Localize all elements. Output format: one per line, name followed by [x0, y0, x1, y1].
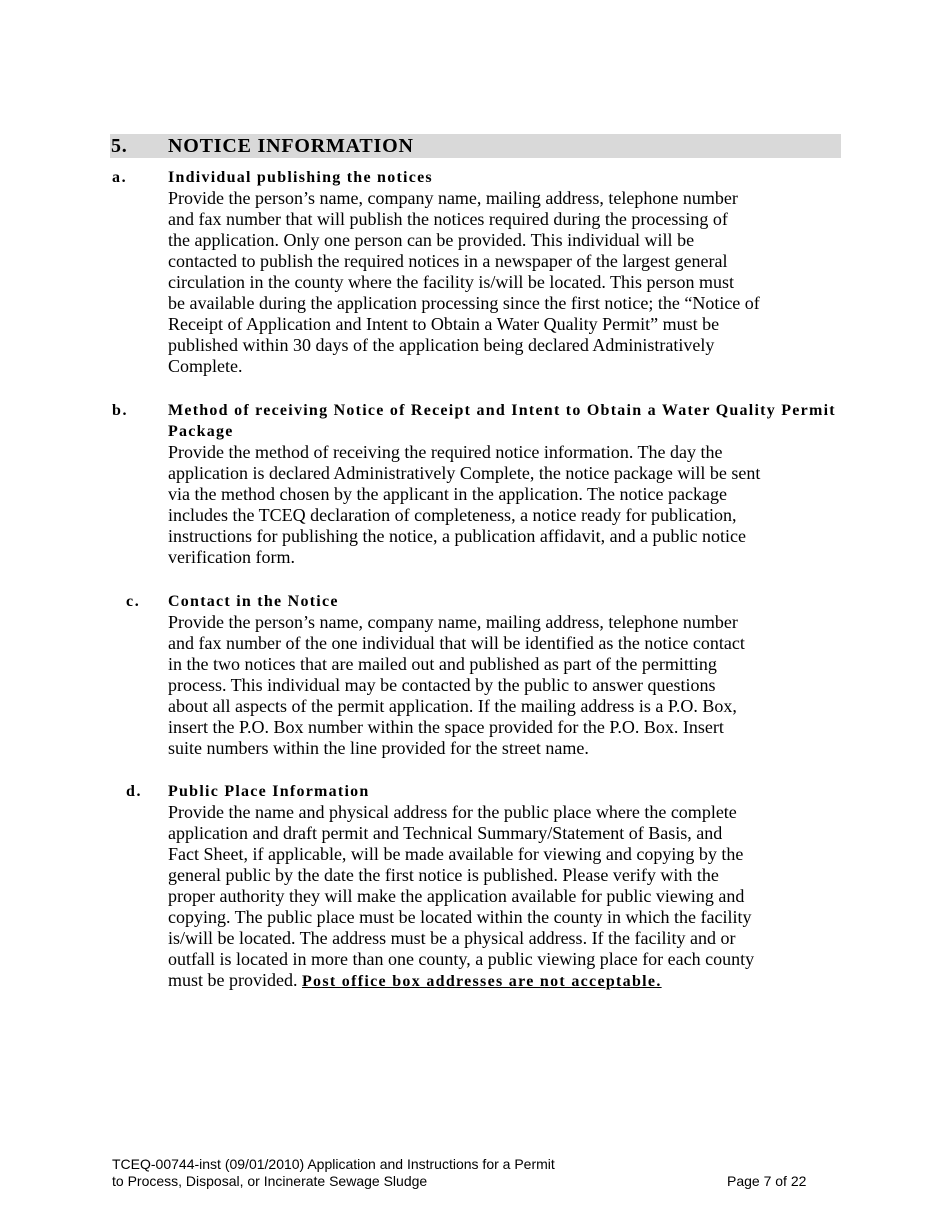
- item-d-body-text: Provide the name and physical address for the public place where the complete application and draft permit and Technical Summary/Statement of Basis, and Fact Sheet, if applicable, will be made available for viewing and copying by the general public by the date the first notice is published. Please verify with the proper authority they will make the application available for public viewing and copying. The public place must be located within the county in which the facility is/will be located. The address must be a physical address. If the facility and or outfall is located in more than one county, a public viewing place for each county must be provided.: [168, 802, 755, 990]
- item-a-heading: Individual publishing the notices: [168, 169, 433, 186]
- item-a-body: Provide the person’s name, company name, mailing address, telephone number and fax number that will publish the notices required during the processing of the application. Only one person can be provided. This individual will be contacted to publish the required notices in a newspaper of the largest general circulation in the county where the facility is/will be located. This person must be available during the application processing since the first notice; the “Notice of Receipt of Application and Intent to Obtain a Water Quality Permit” must be published within 30 days of the application being declared Administratively Complete.: [168, 188, 760, 376]
- item-b-letter: b.: [112, 402, 129, 419]
- section-number: 5.: [111, 135, 128, 157]
- item-c-heading: Contact in the Notice: [168, 593, 339, 610]
- item-a-letter: a.: [112, 169, 128, 186]
- item-b-body: Provide the method of receiving the required notice information. The day the application is declared Administratively Complete, the notice package will be sent via the method chosen by the applicant in the application. The notice package includes the TCEQ declaration of completeness, a notice ready for publication, instructions for publishing the notice, a publication affidavit, and a public notice verification form.: [168, 442, 761, 567]
- item-b-heading: Method of receiving Notice of Receipt and Intent to Obtain a Water Quality Permit Package: [168, 402, 836, 440]
- item-d-emphasis: Post office box addresses are not acceptable.: [301, 973, 662, 990]
- footer-form-info: TCEQ-00744-inst (09/01/2010) Application and Instructions for a Permit to Process, Disposal, or Incinerate Sewage Sludge: [112, 1156, 555, 1189]
- item-c-body: Provide the person’s name, company name, mailing address, telephone number and fax number of the one individual that will be identified as the notice contact in the two notices that are mailed out and published as part of the permitting process. This individual may be contacted by the public to answer questions about all aspects of the permit application. If the mailing address is a P.O. Box, insert the P.O. Box number within the space provided for the P.O. Box. Insert suite numbers within the line provided for the street name.: [168, 612, 745, 758]
- item-d-heading: Public Place Information: [168, 783, 370, 800]
- item-d-body: [168, 802, 848, 992]
- item-c-letter: c.: [126, 593, 141, 610]
- item-d-letter: d.: [126, 783, 143, 800]
- section-title: NOTICE INFORMATION: [168, 135, 414, 157]
- footer-page-number: Page 7 of 22: [727, 1173, 807, 1189]
